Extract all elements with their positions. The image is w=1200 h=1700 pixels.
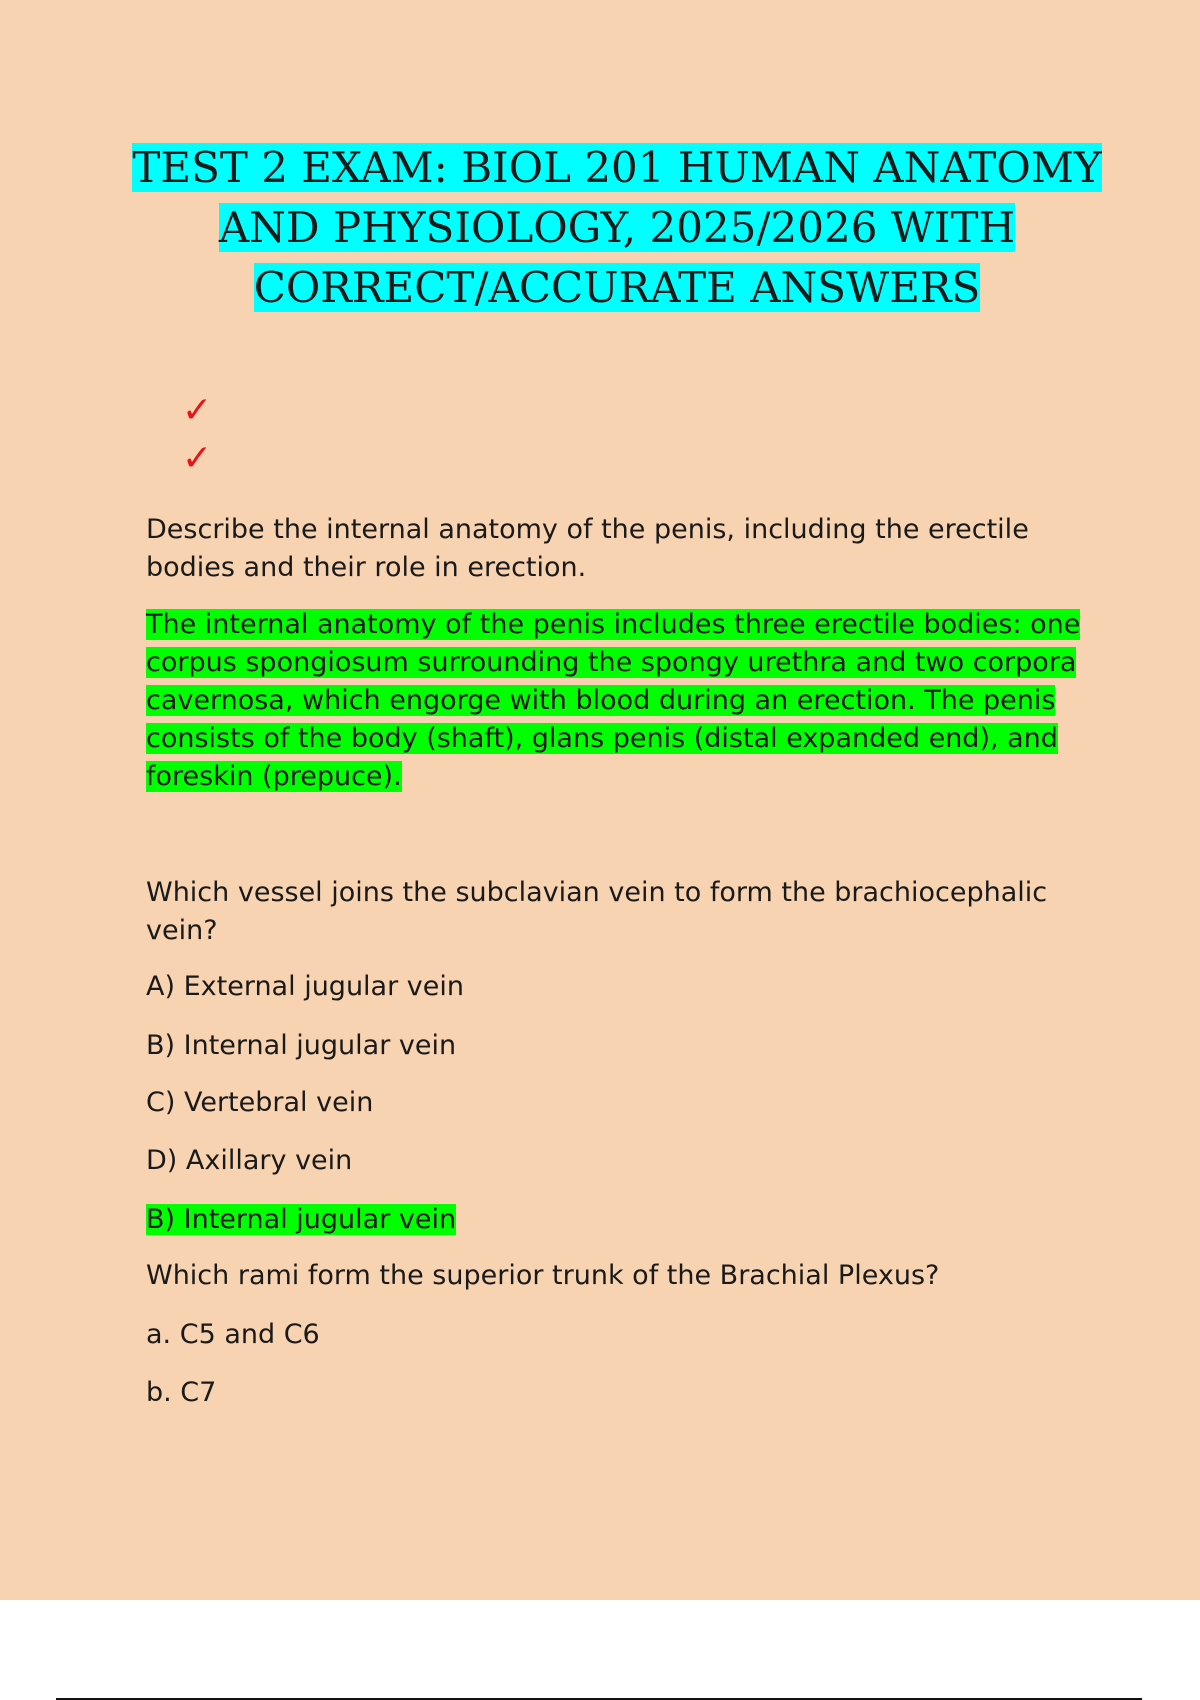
- question-2-option-d: D) Axillary vein: [146, 1145, 353, 1176]
- question-2-option-b: B) Internal jugular vein: [146, 1030, 457, 1061]
- question-3-prompt: Which rami form the superior trunk of the Brachial Plexus?: [146, 1260, 940, 1291]
- question-2-prompt: Which vessel joins the subclavian vein to form the brachiocephalic vein?: [146, 877, 1048, 946]
- question-2-option-c: C) Vertebral vein: [146, 1087, 374, 1118]
- question-3-option-a: a. C5 and C6: [146, 1319, 320, 1350]
- question-2-option-a: A) External jugular vein: [146, 971, 464, 1002]
- answer-highlight: B) Internal jugular vein: [146, 1204, 457, 1235]
- answer-highlight: The internal anatomy of the penis includes three erectile bodies: one corpus spongiosum surrounding the spongy urethra and two corpora cavernosa, which engorge with blood during an erection. The penis consists of the body (shaft), glans penis (distal expanded end), and foreskin (prepuce).: [146, 609, 1081, 792]
- checkmark-icon: ✓: [182, 438, 213, 479]
- question-3-option-b: b. C7: [146, 1377, 217, 1408]
- document-title-text: TEST 2 EXAM: BIOL 201 HUMAN ANATOMY AND PHYSIOLOGY, 2025/2026 WITH CORRECT/ACCURATE ANSWERS: [132, 143, 1102, 312]
- question-1-answer: [146, 606, 1096, 796]
- checkmark-icon: ✓: [182, 390, 213, 431]
- document-title: [100, 138, 1134, 318]
- question-2-answer: [146, 1201, 456, 1239]
- question-1-prompt: Describe the internal anatomy of the penis, including the erectile bodies and their role in erection.: [146, 514, 1029, 583]
